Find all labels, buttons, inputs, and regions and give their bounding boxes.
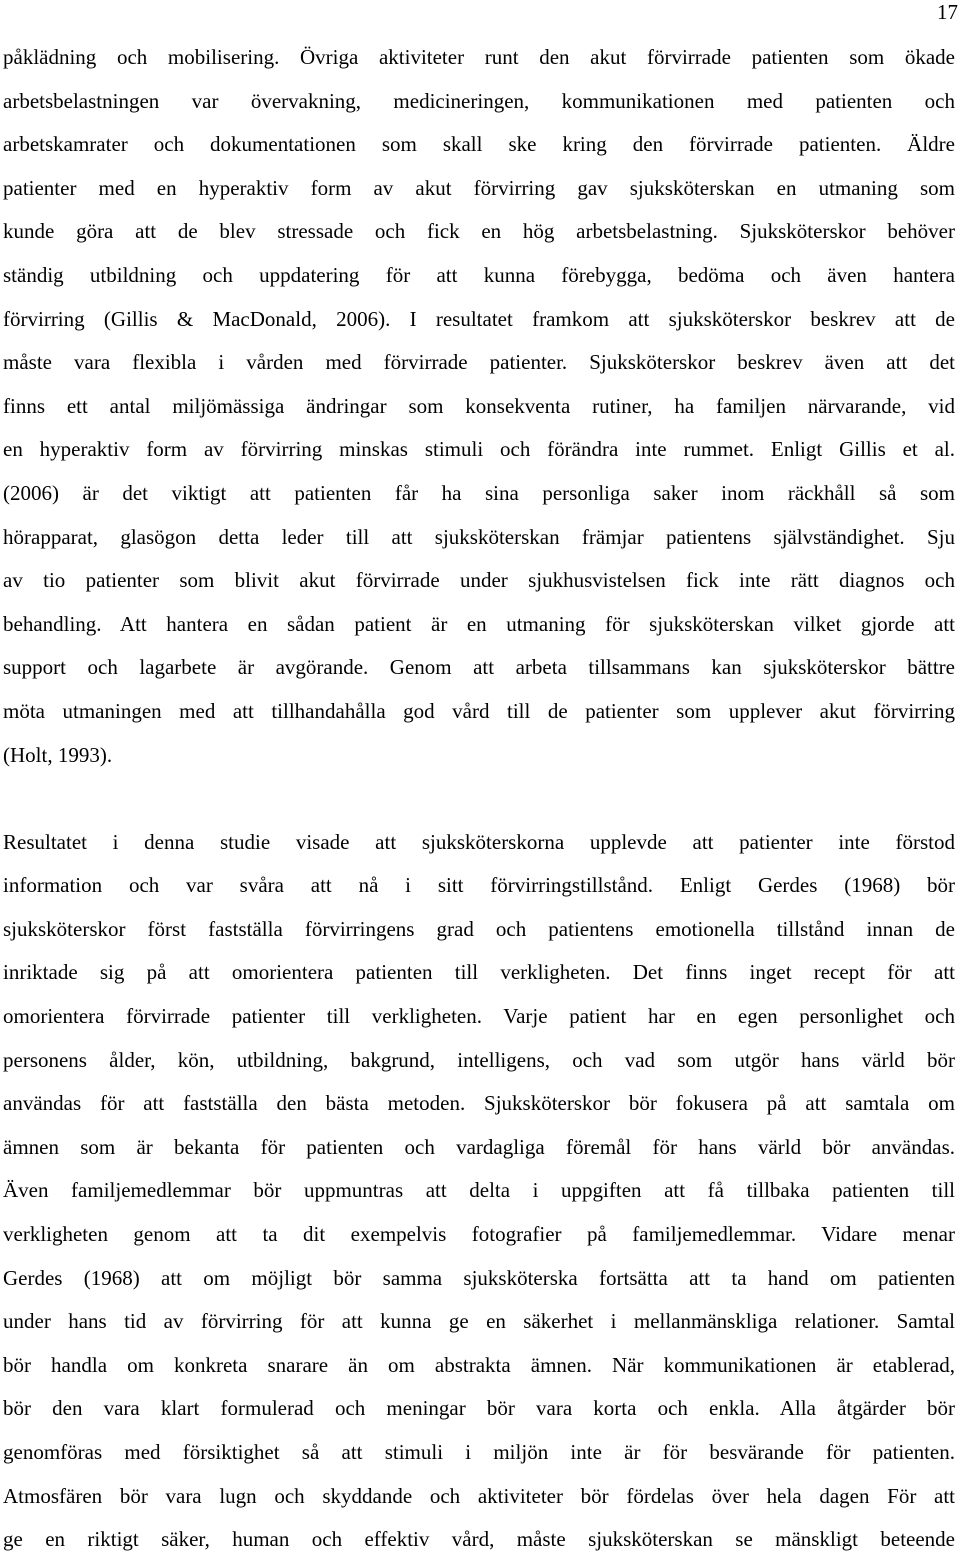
text-line: av tio patienter som blivit akut förvirrade under sjukhusvistelsen fick inte rätt diagnos och (3, 568, 955, 593)
text-line: en hyperaktiv form av förvirring minskas stimuli och förändra inte rummet. Enligt Gillis et al. (3, 437, 955, 462)
text-line: under hans tid av förvirring för att kunna ge en säkerhet i mellanmänskliga relationer. Samtal (3, 1309, 955, 1334)
text-line: arbetskamrater och dokumentationen som skall ske kring den förvirrade patienten. Äldre (3, 132, 955, 157)
text-line: Även familjemedlemmar bör uppmuntras att delta i uppgiften att få tillbaka patienten till (3, 1178, 955, 1203)
text-line: personens ålder, kön, utbildning, bakgrund, intelligens, och vad som utgör hans värld bör (3, 1047, 955, 1072)
text-line: hörapparat, glasögon detta leder till att sjuksköterskan främjar patientens självständighet. Sju (3, 524, 955, 549)
text-line: kunde göra att de blev stressade och fick en hög arbetsbelastning. Sjuksköterskor behöver (3, 219, 955, 244)
text-line: arbetsbelastningen var övervakning, medicineringen, kommunikationen med patienten och (3, 88, 955, 113)
text-line: patienter med en hyperaktiv form av akut förvirring gav sjuksköterskan en utmaning som (3, 175, 955, 200)
text-line: bör den vara klart formulerad och meningar bör vara korta och enkla. Alla åtgärder bör (3, 1396, 955, 1421)
text-line: användas för att fastställa den bästa metoden. Sjuksköterskor bör fokusera på att samtala om (3, 1091, 955, 1116)
text-line: bör handla om konkreta snarare än om abstrakta ämnen. När kommunikationen är etablerad, (3, 1352, 955, 1377)
text-line: verkligheten genom att ta dit exempelvis fotografier på familjemedlemmar. Vidare menar (3, 1222, 955, 1247)
text-line: påklädning och mobilisering. Övriga aktiviteter runt den akut förvirrade patienten som ökade (3, 45, 955, 69)
text-line: Gerdes (1968) att om möjligt bör samma sjuksköterska fortsätta att ta hand om patienten (3, 1265, 955, 1290)
text-line: support och lagarbete är avgörande. Genom att arbeta tillsammans kan sjuksköterskor bättre (3, 655, 955, 680)
text-line: ge en riktigt säker, human och effektiv vård, måste sjuksköterskan se mänskligt beteende (3, 1527, 955, 1552)
text-line: Resultatet i denna studie visade att sjuksköterskorna upplevde att patienter inte förstod (3, 829, 955, 854)
text-line: finns ett antal miljömässiga ändringar som konsekventa rutiner, ha familjen närvarande, vid (3, 393, 955, 418)
text-line: information och var svåra att nå i sitt förvirringstillstånd. Enligt Gerdes (1968) bör (3, 873, 955, 898)
text-line: behandling. Att hantera en sådan patient är en utmaning för sjuksköterskan vilket gjorde att (3, 611, 955, 636)
text-line: måste vara flexibla i vården med förvirrade patienter. Sjuksköterskor beskrev även att det (3, 350, 955, 375)
text-line: (2006) är det viktigt att patienten får ha sina personliga saker inom räckhåll så som (3, 480, 955, 505)
text-line: möta utmaningen med att tillhandahålla god vård till de patienter som upplever akut förvirring (3, 698, 955, 723)
text-line: ämnen som är bekanta för patienten och vardagliga föremål för hans värld bör användas. (3, 1134, 955, 1159)
text-line: sjuksköterskor först fastställa förvirringens grad och patientens emotionella tillstånd innan de (3, 916, 955, 941)
text-line: förvirring (Gillis & MacDonald, 2006). I resultatet framkom att sjuksköterskor beskrev att de (3, 306, 955, 331)
text-line: omorientera förvirrade patienter till verkligheten. Varje patient har en egen personlighet och (3, 1004, 955, 1029)
paragraph-1 (3, 36, 955, 777)
text-line: ständig utbildning och uppdatering för att kunna förebygga, bedöma och även hantera (3, 262, 955, 287)
text-line: Atmosfären bör vara lugn och skyddande och aktiviteter bör fördelas över hela dagen För att (3, 1483, 955, 1508)
text-line: genomföras med försiktighet så att stimuli i miljön inte är för besvärande för patienten. (3, 1440, 955, 1464)
document-body (3, 36, 955, 1562)
text-line: (Holt, 1993). (3, 742, 113, 767)
page-number: 17 (937, 0, 958, 24)
paragraph-2 (3, 821, 955, 1562)
text-line: inriktade sig på att omorientera patienten till verkligheten. Det finns inget recept för att (3, 960, 955, 985)
